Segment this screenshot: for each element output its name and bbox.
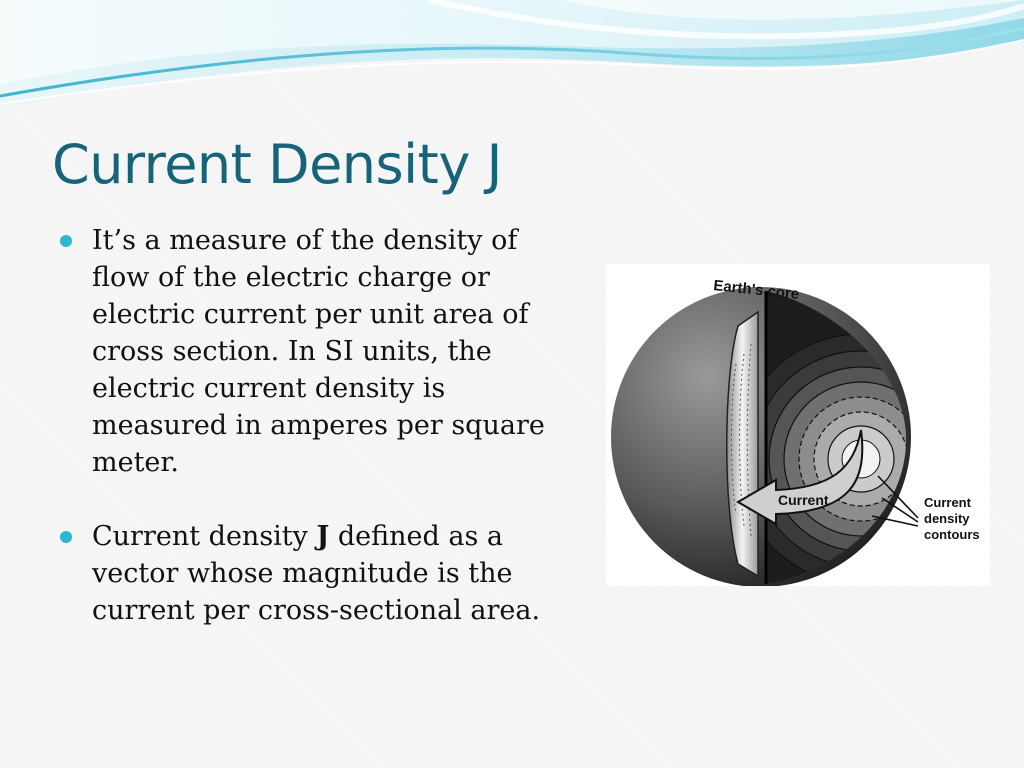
- bullet-vector: [60, 518, 560, 629]
- earths-core-caption: Earth's core: [712, 277, 800, 303]
- earth-core-illustration: [606, 264, 990, 586]
- contours-label-line-3: contours: [924, 527, 980, 542]
- earth-core-figure: [606, 264, 990, 586]
- bullet-definition-text: It’s a measure of the density of flow of the electric charge or electric current per unit area of cross section. In SI units, the electric current density is measured in amperes per square meter.: [92, 225, 545, 478]
- bullet-vector-pre: Current density: [92, 521, 317, 552]
- slide-title-main: Current Density: [52, 133, 487, 196]
- bullet-vector-symbol: J: [316, 521, 330, 552]
- bullet-list: [60, 222, 560, 629]
- bullet-vector-post: defined as a vector whose magnitude is the current per cross-sectional area.: [92, 521, 541, 626]
- slide-title-symbol: J: [486, 133, 502, 196]
- contours-label-line-1: Current: [924, 495, 971, 510]
- bullet-dot-icon: [60, 235, 72, 247]
- header-wave-decoration: [0, 0, 1024, 120]
- contours-label: [924, 495, 980, 542]
- current-arrow-label: Current: [778, 492, 829, 508]
- slide-title: [52, 132, 502, 198]
- bullet-definition: [60, 222, 560, 481]
- bullet-dot-icon: [60, 531, 72, 543]
- contours-label-line-2: density: [924, 511, 970, 526]
